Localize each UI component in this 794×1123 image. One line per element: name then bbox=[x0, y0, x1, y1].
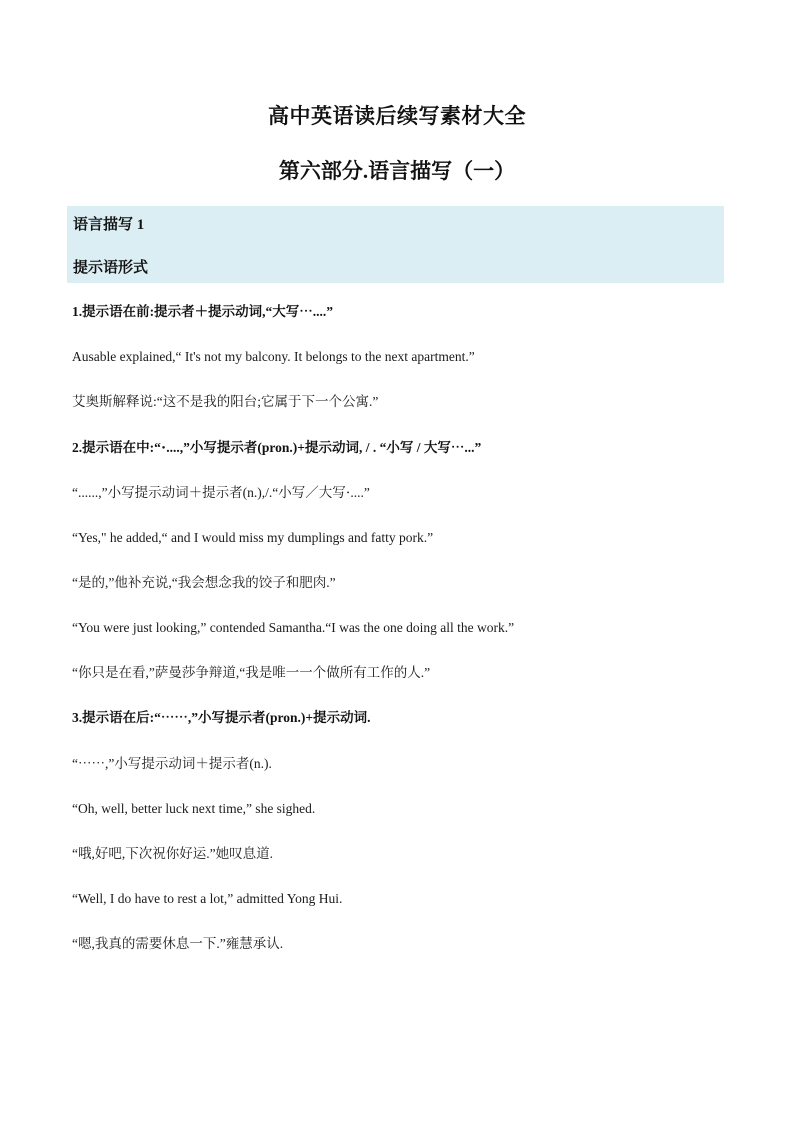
example-en-line: “Yes," he added,“ and I would miss my dumplings and fatty pork.” bbox=[72, 530, 434, 545]
example-zh-line: 艾奥斯解释说:“这不是我的阳台;它属于下一个公寓.” bbox=[72, 394, 379, 409]
section-subheading: 提示语形式 bbox=[73, 260, 149, 276]
example-en-line: “You were just looking,” contended Samantha.“I was the one doing all the work.” bbox=[72, 620, 515, 635]
rule-3-heading: 3.提示语在后:“⋯⋯,”小写提示者(pron.)+提示动词. bbox=[72, 710, 371, 725]
example-zh-line: “嗯,我真的需要休息一下.”雍慧承认. bbox=[72, 936, 284, 951]
section-heading: 语言描写 1 bbox=[73, 217, 145, 233]
section-header-band bbox=[67, 206, 724, 283]
pattern-line: “......,”小写提示动词＋提示者(n.),/.“小写／大写⋅....” bbox=[72, 485, 370, 500]
example-en-line: “Well, I do have to rest a lot,” admitted Yong Hui. bbox=[72, 891, 343, 906]
example-zh-line: “哦,好吧,下次祝你好运.”她叹息道. bbox=[72, 846, 273, 861]
pattern-line: “⋯⋯,”小写提示动词＋提示者(n.). bbox=[72, 756, 272, 771]
document-subtitle: 第六部分.语言描写（一） bbox=[278, 159, 516, 183]
example-zh-line: “是的,”他补充说,“我会想念我的饺子和肥肉.” bbox=[72, 575, 336, 590]
rule-1-heading: 1.提示语在前:提示者＋提示动词,“大写⋯....” bbox=[72, 304, 333, 319]
rule-2-heading: 2.提示语在中:“⋅....,”小写提示者(pron.)+提示动词, / . “小写 / 大写⋯...” bbox=[72, 440, 482, 455]
example-en-line: Ausable explained,“ It's not my balcony. It belongs to the next apartment.” bbox=[72, 349, 475, 364]
example-en-line: “Oh, well, better luck next time,” she sighed. bbox=[72, 801, 316, 816]
document-title: 高中英语读后续写素材大全 bbox=[268, 104, 526, 128]
example-zh-line: “你只是在看,”萨曼莎争辩道,“我是唯一一个做所有工作的人.” bbox=[72, 665, 431, 680]
